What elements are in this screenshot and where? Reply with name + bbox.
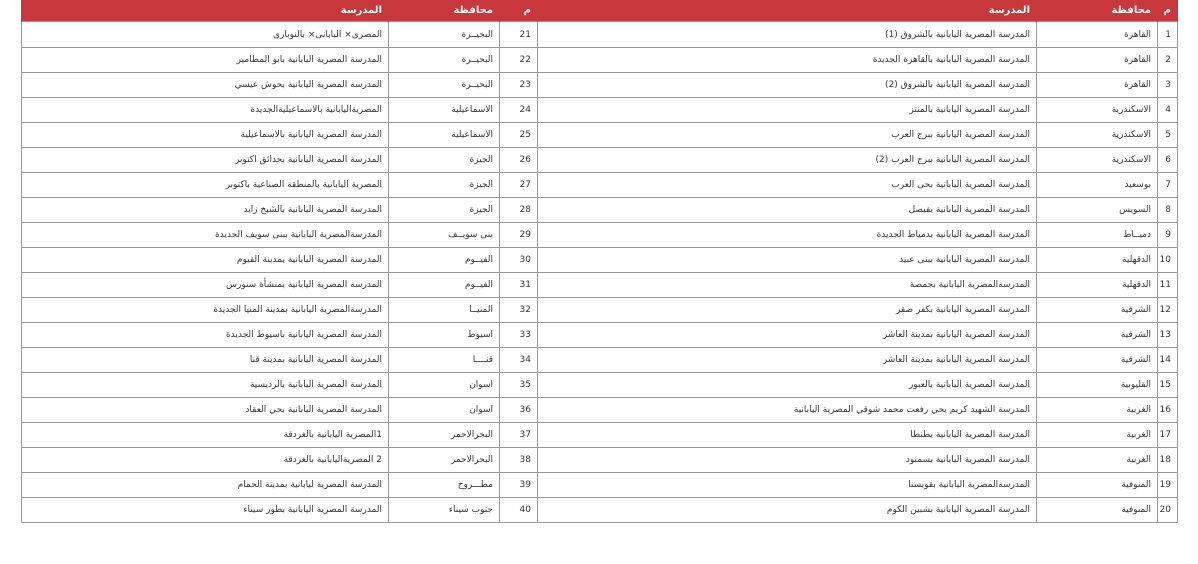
cell-school-left: المدرسة المصرية اليابانية بالرديسية (22, 373, 389, 398)
cell-school-right: المدرسة المصرية اليابانية بكفر صقر (538, 298, 1037, 323)
header-governorate-right: محافظة (1037, 0, 1158, 22)
cell-school-right: المدرسةالمصرية اليابانية بجمصة (538, 273, 1037, 298)
cell-num-right: 14 (1158, 348, 1178, 373)
cell-school-left: المدرسة المصرية ليابانية بمدينة الحمام (22, 473, 389, 498)
cell-school-right: المدرسة المصرية اليابانية ببنى عبيد (538, 248, 1037, 273)
cell-num-left: 26 (500, 148, 538, 173)
cell-school-right: المدرسة المصرية اليابانية بشبين الكوم (538, 498, 1037, 523)
cell-governorate-left: اسوان (389, 373, 500, 398)
cell-governorate-left: الاسماعيلية (389, 123, 500, 148)
table-body (22, 22, 1178, 523)
table-header (22, 0, 1178, 22)
cell-num-right: 3 (1158, 73, 1178, 98)
cell-num-right: 18 (1158, 448, 1178, 473)
cell-school-left: المدرسة المصرية اليابانية بحوش عيسي (22, 73, 389, 98)
cell-governorate-right: الدقهلية (1037, 273, 1158, 298)
cell-num-left: 37 (500, 423, 538, 448)
table-row (22, 348, 1178, 373)
cell-governorate-right: المنوفية (1037, 498, 1158, 523)
table-row (22, 373, 1178, 398)
table-row (22, 323, 1178, 348)
cell-governorate-right: الغربية (1037, 398, 1158, 423)
table-row (22, 123, 1178, 148)
table-row (22, 448, 1178, 473)
cell-num-right: 9 (1158, 223, 1178, 248)
cell-governorate-right: الشرقية (1037, 348, 1158, 373)
cell-governorate-left: الجيزة (389, 148, 500, 173)
cell-governorate-left: البحرالاحمر (389, 448, 500, 473)
cell-school-left: 1المصرية اليابانية بالغردقة (22, 423, 389, 448)
cell-num-right: 16 (1158, 398, 1178, 423)
cell-school-right: المدرسةالمصرية اليابانية بقويسنا (538, 473, 1037, 498)
cell-num-right: 11 (1158, 273, 1178, 298)
header-governorate-left: محافظة (389, 0, 500, 22)
cell-school-left: المدرسة المصرية اليابانية بمدينة قنا (22, 348, 389, 373)
cell-governorate-right: بوسعيد (1037, 173, 1158, 198)
cell-num-right: 19 (1158, 473, 1178, 498)
cell-school-left: المدرسة المصرية اليابانية بحدائق اكتوبر (22, 148, 389, 173)
cell-school-left: المدرسة المصرية اليابانية بمنشأة سنورس (22, 273, 389, 298)
cell-governorate-left: البحيــرة (389, 22, 500, 48)
table-row (22, 248, 1178, 273)
table-row (22, 473, 1178, 498)
cell-num-right: 13 (1158, 323, 1178, 348)
cell-governorate-right: القاهرة (1037, 22, 1158, 48)
schools-table (21, 0, 1178, 523)
cell-school-left: 2 المصريةاليابانية بالغردقة (22, 448, 389, 473)
table-row (22, 273, 1178, 298)
table-row (22, 22, 1178, 48)
table-row (22, 223, 1178, 248)
cell-num-left: 39 (500, 473, 538, 498)
cell-num-left: 38 (500, 448, 538, 473)
cell-num-left: 33 (500, 323, 538, 348)
cell-governorate-right: القليوبية (1037, 373, 1158, 398)
cell-governorate-right: الغربية (1037, 448, 1158, 473)
cell-school-left: المدرسةالمصرية اليابانية بمدينة المنيا الجديدة (22, 298, 389, 323)
cell-num-left: 25 (500, 123, 538, 148)
cell-governorate-left: المنيــا (389, 298, 500, 323)
cell-governorate-left: الاسماعيلية (389, 98, 500, 123)
cell-num-right: 12 (1158, 298, 1178, 323)
cell-governorate-right: القاهرة (1037, 48, 1158, 73)
cell-governorate-left: جنوب سيناء (389, 498, 500, 523)
cell-governorate-right: الاسكندرية (1037, 123, 1158, 148)
cell-num-left: 29 (500, 223, 538, 248)
cell-school-left: المصرى× اليابانى× بالنوبارى (22, 22, 389, 48)
cell-governorate-left: الجيزة (389, 198, 500, 223)
cell-school-right: المدرسة المصرية اليابانية بفيصل (538, 198, 1037, 223)
cell-governorate-left: البحيــرة (389, 73, 500, 98)
cell-governorate-left: اسيوط (389, 323, 500, 348)
header-row (22, 0, 1178, 22)
cell-school-right: المدرسة المصرية اليابانية ببرج العرب (538, 123, 1037, 148)
cell-num-left: 35 (500, 373, 538, 398)
table-row (22, 198, 1178, 223)
table-row (22, 148, 1178, 173)
cell-governorate-right: المنوفية (1037, 473, 1158, 498)
cell-governorate-left: البحرالاحمر (389, 423, 500, 448)
table-row (22, 73, 1178, 98)
cell-school-left: المدرسة المصرية اليابانية باسيوط الجديدة (22, 323, 389, 348)
table-row (22, 98, 1178, 123)
cell-num-right: 2 (1158, 48, 1178, 73)
cell-governorate-left: الفيــوم (389, 248, 500, 273)
cell-governorate-left: بنى سويــف (389, 223, 500, 248)
cell-governorate-right: دميــاط (1037, 223, 1158, 248)
cell-governorate-left: البحيــرة (389, 48, 500, 73)
cell-num-right: 8 (1158, 198, 1178, 223)
cell-school-left: المصرية اليابانية بالمنطقة الصناعية باكتوبر (22, 173, 389, 198)
header-num-right: م (1158, 0, 1178, 22)
cell-school-left: المصريةاليابانية بالاسماعيليةالجديدة (22, 98, 389, 123)
cell-num-left: 28 (500, 198, 538, 223)
cell-school-right: المدرسة المصرية اليابانية بحى العرب (538, 173, 1037, 198)
cell-school-left: المدرسة المصرية اليابانية بحي العقاد (22, 398, 389, 423)
cell-governorate-right: الدقهلية (1037, 248, 1158, 273)
table-row (22, 398, 1178, 423)
cell-governorate-left: مطـــروح (389, 473, 500, 498)
cell-num-left: 21 (500, 22, 538, 48)
cell-num-left: 24 (500, 98, 538, 123)
cell-school-right: المدرسة المصرية اليابانية بدمياط الجديدة (538, 223, 1037, 248)
cell-governorate-left: اسوان (389, 398, 500, 423)
cell-num-left: 32 (500, 298, 538, 323)
header-num-left: م (500, 0, 538, 22)
cell-school-right: المدرسة المصرية اليابانية بالشروق (1) (538, 22, 1037, 48)
cell-num-left: 36 (500, 398, 538, 423)
cell-num-right: 4 (1158, 98, 1178, 123)
table-row (22, 298, 1178, 323)
cell-governorate-right: القاهرة (1037, 73, 1158, 98)
cell-school-left: المدرسة المصرية اليابانية بمدينة الفيوم (22, 248, 389, 273)
cell-school-right: المدرسة المصرية اليابانية بمدينة العاشر (538, 348, 1037, 373)
cell-governorate-right: الاسكندرية (1037, 148, 1158, 173)
cell-num-left: 31 (500, 273, 538, 298)
header-school-right: المدرسة (538, 0, 1037, 22)
cell-num-left: 30 (500, 248, 538, 273)
cell-governorate-left: الجيزة (389, 173, 500, 198)
cell-school-right: المدرسة المصرية اليابانية بمدينة العاشر (538, 323, 1037, 348)
cell-num-left: 40 (500, 498, 538, 523)
cell-school-right: المدرسة المصرية اليابانية ببرج العرب (2) (538, 148, 1037, 173)
cell-num-right: 1 (1158, 22, 1178, 48)
cell-governorate-left: قنــــا (389, 348, 500, 373)
cell-school-left: المدرسةالمصرية اليابانية ببنى سويف الجديدة (22, 223, 389, 248)
cell-num-right: 6 (1158, 148, 1178, 173)
cell-school-right: المدرسة المصرية اليابانية بطنطا (538, 423, 1037, 448)
cell-num-left: 23 (500, 73, 538, 98)
cell-school-left: المدرسة المصرية اليابانية بابو المطامير (22, 48, 389, 73)
cell-school-left: المدرسة المصرية اليابانية بالشيخ زايد (22, 198, 389, 223)
cell-governorate-right: الغربية (1037, 423, 1158, 448)
cell-governorate-right: الشرقية (1037, 298, 1158, 323)
cell-num-right: 20 (1158, 498, 1178, 523)
cell-governorate-right: الشرقية (1037, 323, 1158, 348)
cell-governorate-right: الاسكندرية (1037, 98, 1158, 123)
table-row (22, 173, 1178, 198)
cell-school-right: المدرسة المصرية اليابانية بالقاهرة الجديدة (538, 48, 1037, 73)
cell-num-right: 15 (1158, 373, 1178, 398)
cell-governorate-right: السويس (1037, 198, 1158, 223)
cell-num-right: 10 (1158, 248, 1178, 273)
cell-school-right: المدرسة المصرية اليابانية بالشروق (2) (538, 73, 1037, 98)
cell-school-right: المدرسة المصرية اليابانية بسمنود (538, 448, 1037, 473)
cell-governorate-left: الفيــوم (389, 273, 500, 298)
cell-num-left: 22 (500, 48, 538, 73)
table-row (22, 498, 1178, 523)
cell-school-right: المدرسة المصرية اليابانية بالعبور (538, 373, 1037, 398)
cell-school-left: المدرسة المصرية اليابانية بطور سيناء (22, 498, 389, 523)
cell-num-right: 17 (1158, 423, 1178, 448)
cell-school-right: المدرسة المصرية اليابانية بالمنتز (538, 98, 1037, 123)
cell-num-right: 5 (1158, 123, 1178, 148)
schools-table-container (21, 0, 1177, 551)
table-row (22, 48, 1178, 73)
cell-school-right: المدرسة الشهيد كريم يحي رفعت محمد شوقي المصرية اليابانية (538, 398, 1037, 423)
cell-school-left: المدرسة المصرية اليابانية بالاسماعيلية (22, 123, 389, 148)
table-row (22, 423, 1178, 448)
cell-num-left: 34 (500, 348, 538, 373)
cell-num-right: 7 (1158, 173, 1178, 198)
header-school-left: المدرسة (22, 0, 389, 22)
cell-num-left: 27 (500, 173, 538, 198)
